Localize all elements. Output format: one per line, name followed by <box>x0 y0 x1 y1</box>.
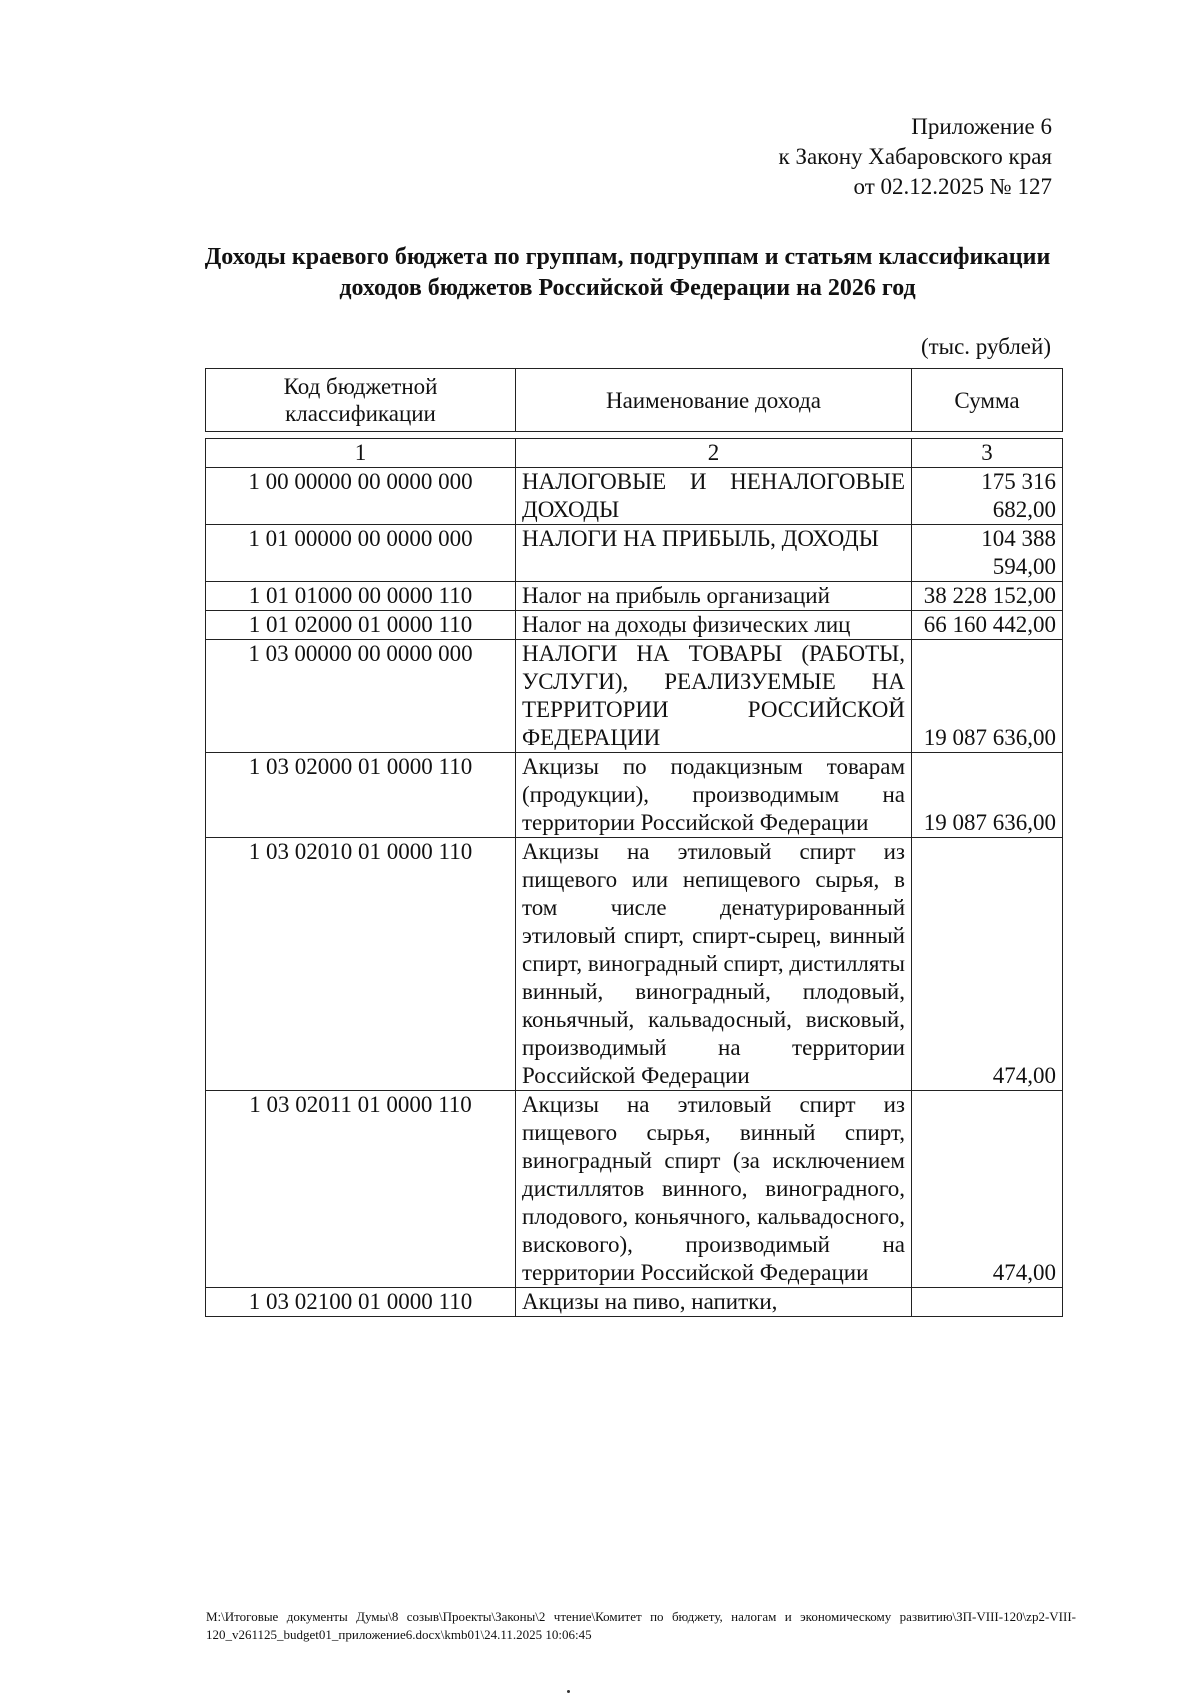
row-code: 1 03 02100 01 0000 110 <box>206 1288 516 1317</box>
document-title <box>190 242 1065 304</box>
table-row <box>206 525 1063 582</box>
row-name: Налог на доходы физических лиц <box>516 611 912 640</box>
row-amount: 38 228 152,00 <box>912 582 1063 611</box>
row-amount: 19 087 636,00 <box>912 753 1063 838</box>
header-separator <box>206 432 1063 439</box>
table-row <box>206 582 1063 611</box>
table-row <box>206 468 1063 525</box>
table-row <box>206 753 1063 838</box>
row-name: Акцизы на этиловый спирт из пищевого сырья, винный спирт, виноградный спирт (за исключением дистиллятов винного, виноградного, плодового, коньячного, кальвадосного, вискового), производимый на территории Российской Федерации <box>516 1091 912 1288</box>
header-amount: Сумма <box>912 369 1063 432</box>
row-code: 1 03 00000 00 0000 000 <box>206 640 516 753</box>
row-code: 1 00 00000 00 0000 000 <box>206 468 516 525</box>
row-code: 1 03 02000 01 0000 110 <box>206 753 516 838</box>
table-header-row <box>206 369 1063 432</box>
table-row <box>206 640 1063 753</box>
table-row <box>206 611 1063 640</box>
row-amount: 474,00 <box>912 838 1063 1091</box>
row-amount <box>912 1288 1063 1317</box>
appendix-law-reference: к Закону Хабаровского края <box>778 144 1052 169</box>
file-path-footer: M:\Итоговые документы Думы\8 созыв\Проекты\Законы\2 чтение\Комитет по бюджету, налогам и экономическому развитию\ЗП-VIII-120\zp2-VIII-120_v261125_budget01_приложение6.docx\kmb01\24.11.2025 10:06:45 <box>206 1609 1076 1642</box>
revenue-table <box>205 368 1063 1317</box>
column-number: 1 <box>206 439 516 468</box>
units-note: (тыс. рублей) <box>920 334 1051 359</box>
row-code: 1 01 02000 01 0000 110 <box>206 611 516 640</box>
appendix-header <box>779 112 1052 202</box>
column-number: 3 <box>912 439 1063 468</box>
table-body <box>206 432 1063 1317</box>
row-amount: 175 316 682,00 <box>912 468 1063 525</box>
document-title-line-2: доходов бюджетов Российской Федерации на 2026 год <box>339 275 916 301</box>
row-name: НАЛОГОВЫЕ И НЕНАЛОГОВЫЕ ДОХОДЫ <box>516 468 912 525</box>
row-name: Акцизы на пиво, напитки, <box>516 1288 912 1317</box>
row-name: НАЛОГИ НА ТОВАРЫ (РАБОТЫ, УСЛУГИ), РЕАЛИЗУЕМЫЕ НА ТЕРРИТОРИИ РОССИЙСКОЙ ФЕДЕРАЦИИ <box>516 640 912 753</box>
column-numbers-row <box>206 439 1063 468</box>
row-name: Налог на прибыль организаций <box>516 582 912 611</box>
row-code: 1 01 00000 00 0000 000 <box>206 525 516 582</box>
row-code: 1 03 02010 01 0000 110 <box>206 838 516 1091</box>
column-number: 2 <box>516 439 912 468</box>
row-amount: 474,00 <box>912 1091 1063 1288</box>
row-code: 1 03 02011 01 0000 110 <box>206 1091 516 1288</box>
row-amount: 66 160 442,00 <box>912 611 1063 640</box>
row-name: НАЛОГИ НА ПРИБЫЛЬ, ДОХОДЫ <box>516 525 912 582</box>
table-row <box>206 1091 1063 1288</box>
header-name: Наименование дохода <box>516 369 912 432</box>
row-amount: 19 087 636,00 <box>912 640 1063 753</box>
table-row <box>206 1288 1063 1317</box>
row-amount: 104 388 594,00 <box>912 525 1063 582</box>
row-name: Акцизы на этиловый спирт из пищевого или непищевого сырья, в том числе денатурированный этиловый спирт, спирт-сырец, винный спирт, виноградный спирт, дистилляты винный, виноградный, плодовый, коньячный, кальвадосный, висковый, производимый на территории Российской Федерации <box>516 838 912 1091</box>
table-row <box>206 838 1063 1091</box>
appendix-number: Приложение 6 <box>911 114 1052 139</box>
row-code: 1 01 01000 00 0000 110 <box>206 582 516 611</box>
header-code: Код бюджетной классификации <box>206 369 516 432</box>
row-name: Акцизы по подакцизным товарам (продукции), производимым на территории Российской Федерации <box>516 753 912 838</box>
appendix-law-date: от 02.12.2025 № 127 <box>853 174 1052 199</box>
document-title-line-1: Доходы краевого бюджета по группам, подгруппам и статьям классификации <box>204 244 1051 270</box>
scan-dot <box>567 1690 570 1693</box>
